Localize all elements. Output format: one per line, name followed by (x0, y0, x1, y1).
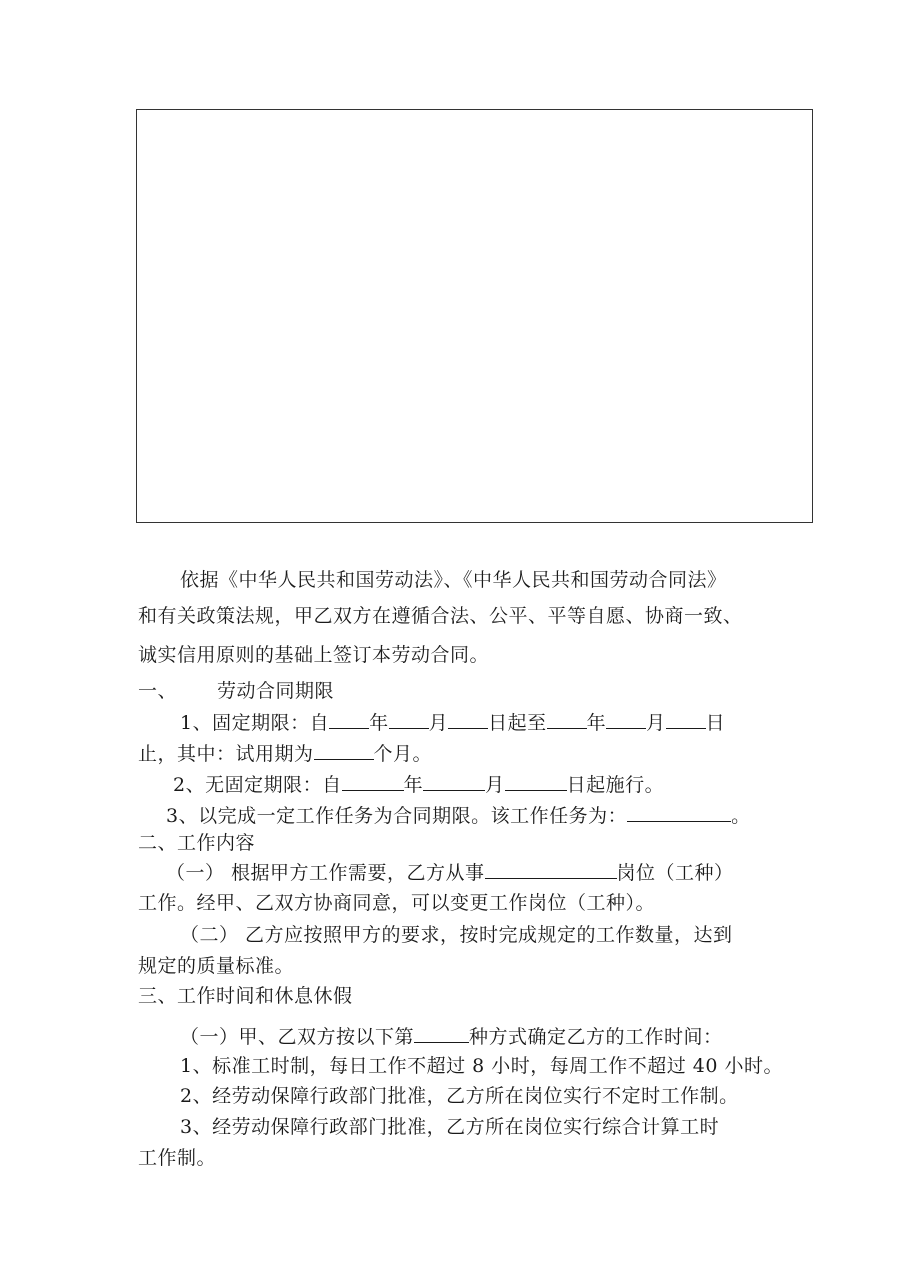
end-year-blank[interactable] (547, 710, 587, 729)
work-content-line-1: （一） 根据甲方工作需要，乙方从事 岗位（工种） (166, 862, 734, 884)
standard-hours-line: 1、标准工时制，每日工作不超过 8 小时，每周工作不超过 40 小时。 (180, 1055, 784, 1077)
position-blank[interactable] (485, 860, 617, 879)
blank-frame (136, 109, 813, 523)
section-1-heading (138, 679, 334, 703)
work-time-option-blank[interactable] (414, 1024, 469, 1043)
end-month-blank[interactable] (606, 710, 646, 729)
work-content-line-4: 规定的质量标准。 (138, 955, 295, 977)
probation-months-blank[interactable] (314, 741, 374, 760)
end-day-blank[interactable] (666, 710, 706, 729)
work-time-line-1: （一）甲、乙双方按以下第 种方式确定乙方的工作时间： (180, 1026, 723, 1048)
start-year-blank[interactable] (329, 710, 369, 729)
start-day-blank[interactable] (448, 710, 488, 729)
intro-line-2: 和有关政策法规，甲乙双方在遵循合法、公平、平等自愿、协商一致、 (138, 605, 743, 627)
task-term-line: 3、以完成一定工作任务为合同期限。该工作任务为： 。 (166, 805, 751, 827)
section-1-number: 一、 (138, 680, 178, 702)
task-blank[interactable] (627, 803, 731, 822)
section-1-title: 劳动合同期限 (217, 680, 335, 702)
open-term-line: 2、无固定期限：自 年 月 日起施行。 (173, 774, 665, 796)
start-month-blank[interactable] (389, 710, 429, 729)
intro-line-3: 诚实信用原则的基础上签订本劳动合同。 (138, 644, 490, 666)
work-content-line-2: 工作。经甲、乙双方协商同意，可以变更工作岗位（工种）。 (138, 892, 656, 914)
open-month-blank[interactable] (423, 772, 485, 791)
flexible-hours-line: 2、经劳动保障行政部门批准，乙方所在岗位实行不定时工作制。 (180, 1085, 739, 1107)
work-content-line-3: （二） 乙方应按照甲方的要求，按时完成规定的工作数量，达到 (180, 924, 733, 946)
comprehensive-hours-line-2: 工作制。 (138, 1147, 217, 1169)
intro-line-1: 依据《中华人民共和国劳动法》、《中华人民共和国劳动合同法》 (180, 569, 727, 591)
open-year-blank[interactable] (342, 772, 404, 791)
section-3-heading: 三、工作时间和休息休假 (138, 985, 353, 1007)
open-day-blank[interactable] (505, 772, 567, 791)
comprehensive-hours-line-1: 3、经劳动保障行政部门批准，乙方所在岗位实行综合计算工时 (180, 1116, 720, 1138)
fixed-term-line-1: 1、固定期限：自 年 月 日起至 年 月 日 (180, 712, 726, 734)
section-2-heading: 二、工作内容 (138, 832, 256, 854)
fixed-term-line-2: 止，其中：试用期为 个月。 (138, 743, 433, 765)
